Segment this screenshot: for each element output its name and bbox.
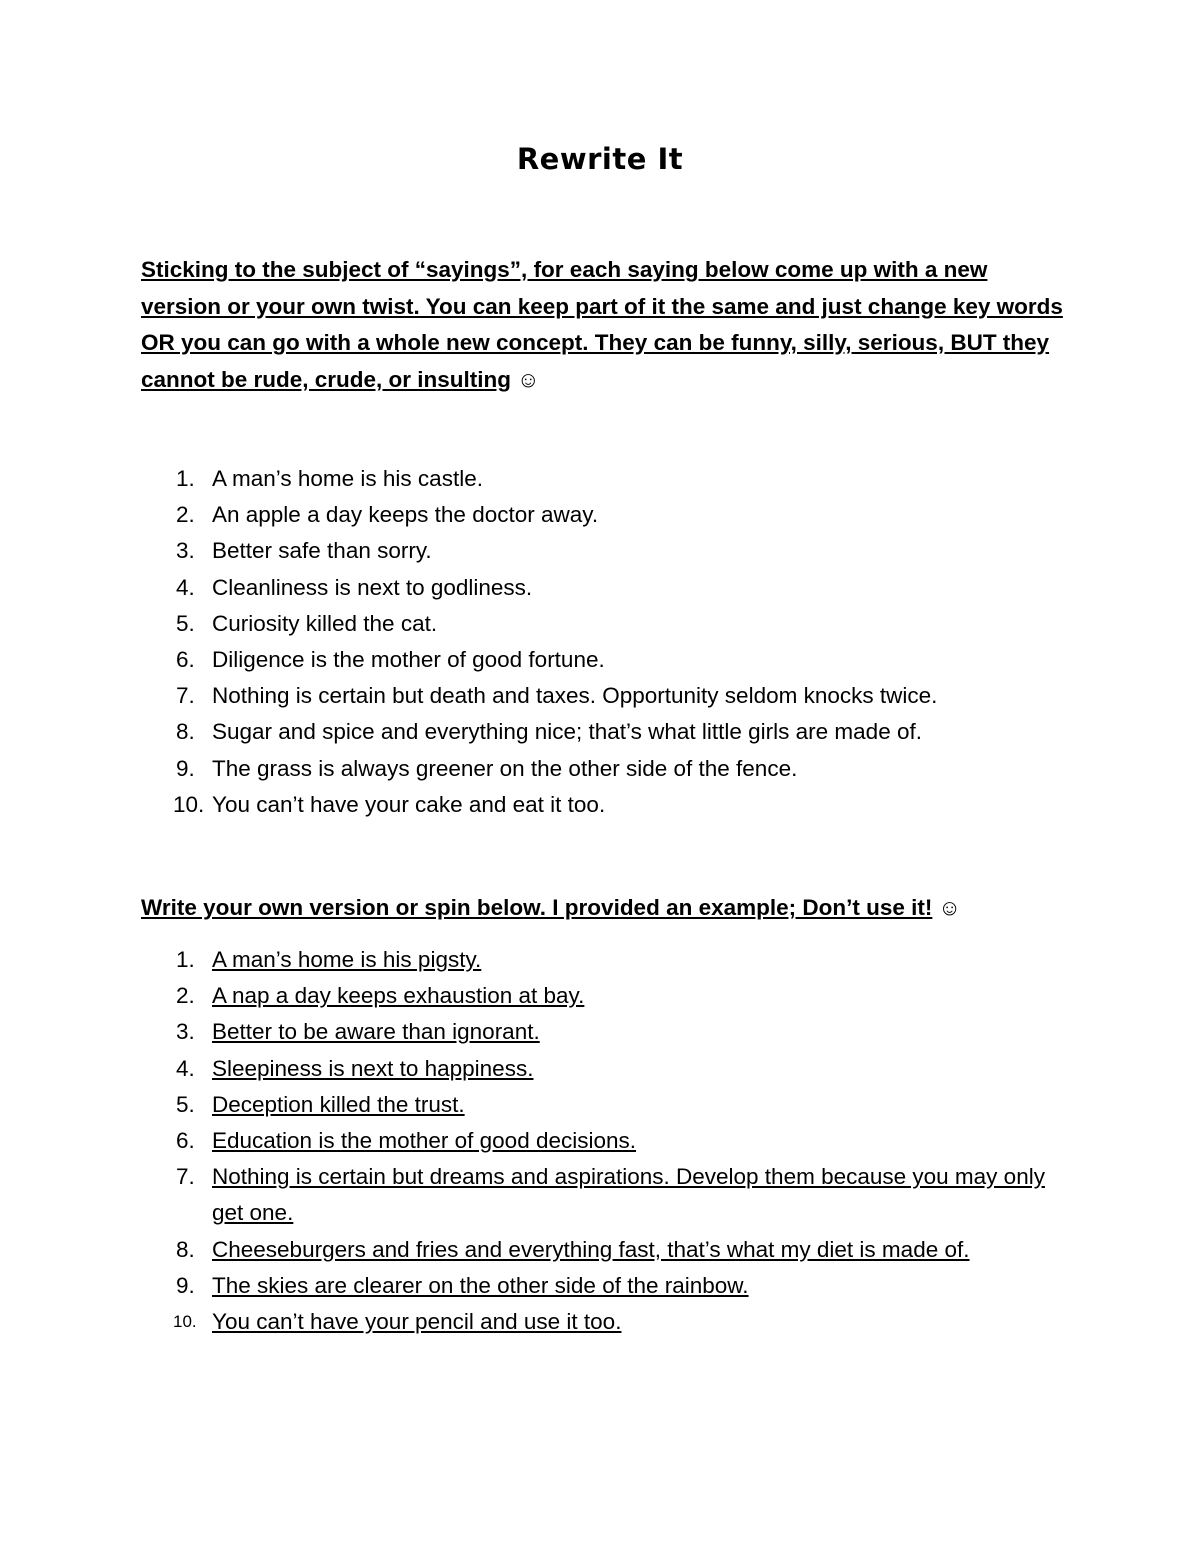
- list-item: [0, 714, 1072, 750]
- item-text: Diligence is the mother of good fortune.: [212, 647, 605, 673]
- item-number: 1.: [176, 947, 195, 972]
- examples-list: [0, 942, 1072, 1340]
- item-text: The skies are clearer on the other side of the rainbow.: [212, 1272, 749, 1298]
- item-number: 6.: [176, 647, 195, 673]
- list-item: [0, 642, 1072, 678]
- list-item: [0, 497, 1072, 533]
- item-text: The grass is always greener on the other side of the fence.: [212, 755, 798, 781]
- list-item: [0, 678, 1072, 714]
- section-heading: [141, 893, 961, 923]
- list-item: [0, 570, 1072, 606]
- item-number: 10.: [173, 1312, 197, 1332]
- item-number: 8.: [176, 1236, 195, 1262]
- instructions-text: Sticking to the subject of “sayings”, for each saying below come up with a new version or your own twist. You can keep part of it the same and just change key words OR you can go with a whole new concept. They can be funny, silly, serious, BUT they cannot be rude, crude, or insulting: [141, 257, 1063, 392]
- item-text: You can’t have your pencil and use it too.: [212, 1309, 622, 1335]
- item-text: Sugar and spice and everything nice; that’s what little girls are made of.: [212, 719, 922, 745]
- item-text: Curiosity killed the cat.: [212, 610, 438, 636]
- list-item: [0, 751, 1072, 787]
- item-number: 3.: [176, 538, 195, 564]
- item-number: 9.: [176, 755, 195, 781]
- item-text: Nothing is certain but dreams and aspirations. Develop them because you may only get one.: [212, 1164, 1045, 1226]
- list-item: [0, 978, 1072, 1014]
- list-item: [0, 1087, 1072, 1123]
- item-text: A man’s home is his pigsty.: [212, 947, 482, 972]
- list-item: [0, 533, 1072, 569]
- list-item: [0, 1232, 1072, 1268]
- instructions-paragraph: [141, 252, 1071, 398]
- item-number: 8.: [176, 719, 195, 745]
- item-number: 7.: [176, 1164, 195, 1190]
- list-item: [0, 606, 1072, 642]
- list-item: [0, 1268, 1072, 1304]
- item-number: 4.: [176, 574, 195, 600]
- smiley-icon: ☺: [517, 366, 540, 392]
- list-item: [0, 787, 1072, 823]
- item-text: Deception killed the trust.: [212, 1091, 465, 1117]
- item-number: 1.: [176, 466, 195, 491]
- list-item: [0, 1304, 1072, 1340]
- item-number: 4.: [176, 1055, 195, 1081]
- item-number: 9.: [176, 1272, 195, 1298]
- item-text: Cleanliness is next to godliness.: [212, 574, 533, 600]
- item-number: 6.: [176, 1128, 195, 1154]
- item-text: An apple a day keeps the doctor away.: [212, 502, 599, 528]
- item-text: Better to be aware than ignorant.: [212, 1019, 540, 1045]
- list-item: [0, 1014, 1072, 1050]
- section-heading-text: Write your own version or spin below. I provided an example; Don’t use it!: [141, 895, 933, 920]
- list-item: [0, 1051, 1072, 1087]
- item-number: 3.: [176, 1019, 195, 1045]
- item-number: 7.: [176, 683, 195, 709]
- item-number: 5.: [176, 610, 195, 636]
- item-text: Sleepiness is next to happiness.: [212, 1055, 534, 1081]
- item-text: A man’s home is his castle.: [212, 466, 483, 491]
- list-item: [0, 461, 1072, 497]
- list-item: [0, 942, 1072, 978]
- item-text: Better safe than sorry.: [212, 538, 432, 564]
- item-number: 10.: [173, 791, 205, 817]
- sayings-list: [0, 461, 1072, 823]
- list-item: [0, 1159, 1052, 1231]
- item-number: 5.: [176, 1091, 195, 1117]
- page-title: Rewrite It: [516, 142, 684, 176]
- smiley-icon: ☺: [938, 895, 961, 920]
- item-text: Nothing is certain but death and taxes. Opportunity seldom knocks twice.: [212, 683, 938, 709]
- item-number: 2.: [176, 983, 195, 1009]
- item-text: Education is the mother of good decisions.: [212, 1128, 637, 1154]
- item-text: You can’t have your cake and eat it too.: [212, 791, 606, 817]
- item-number: 2.: [176, 502, 195, 528]
- item-text: A nap a day keeps exhaustion at bay.: [212, 983, 585, 1009]
- item-text: Cheeseburgers and fries and everything fast, that’s what my diet is made of.: [212, 1236, 970, 1262]
- list-item: [0, 1123, 1072, 1159]
